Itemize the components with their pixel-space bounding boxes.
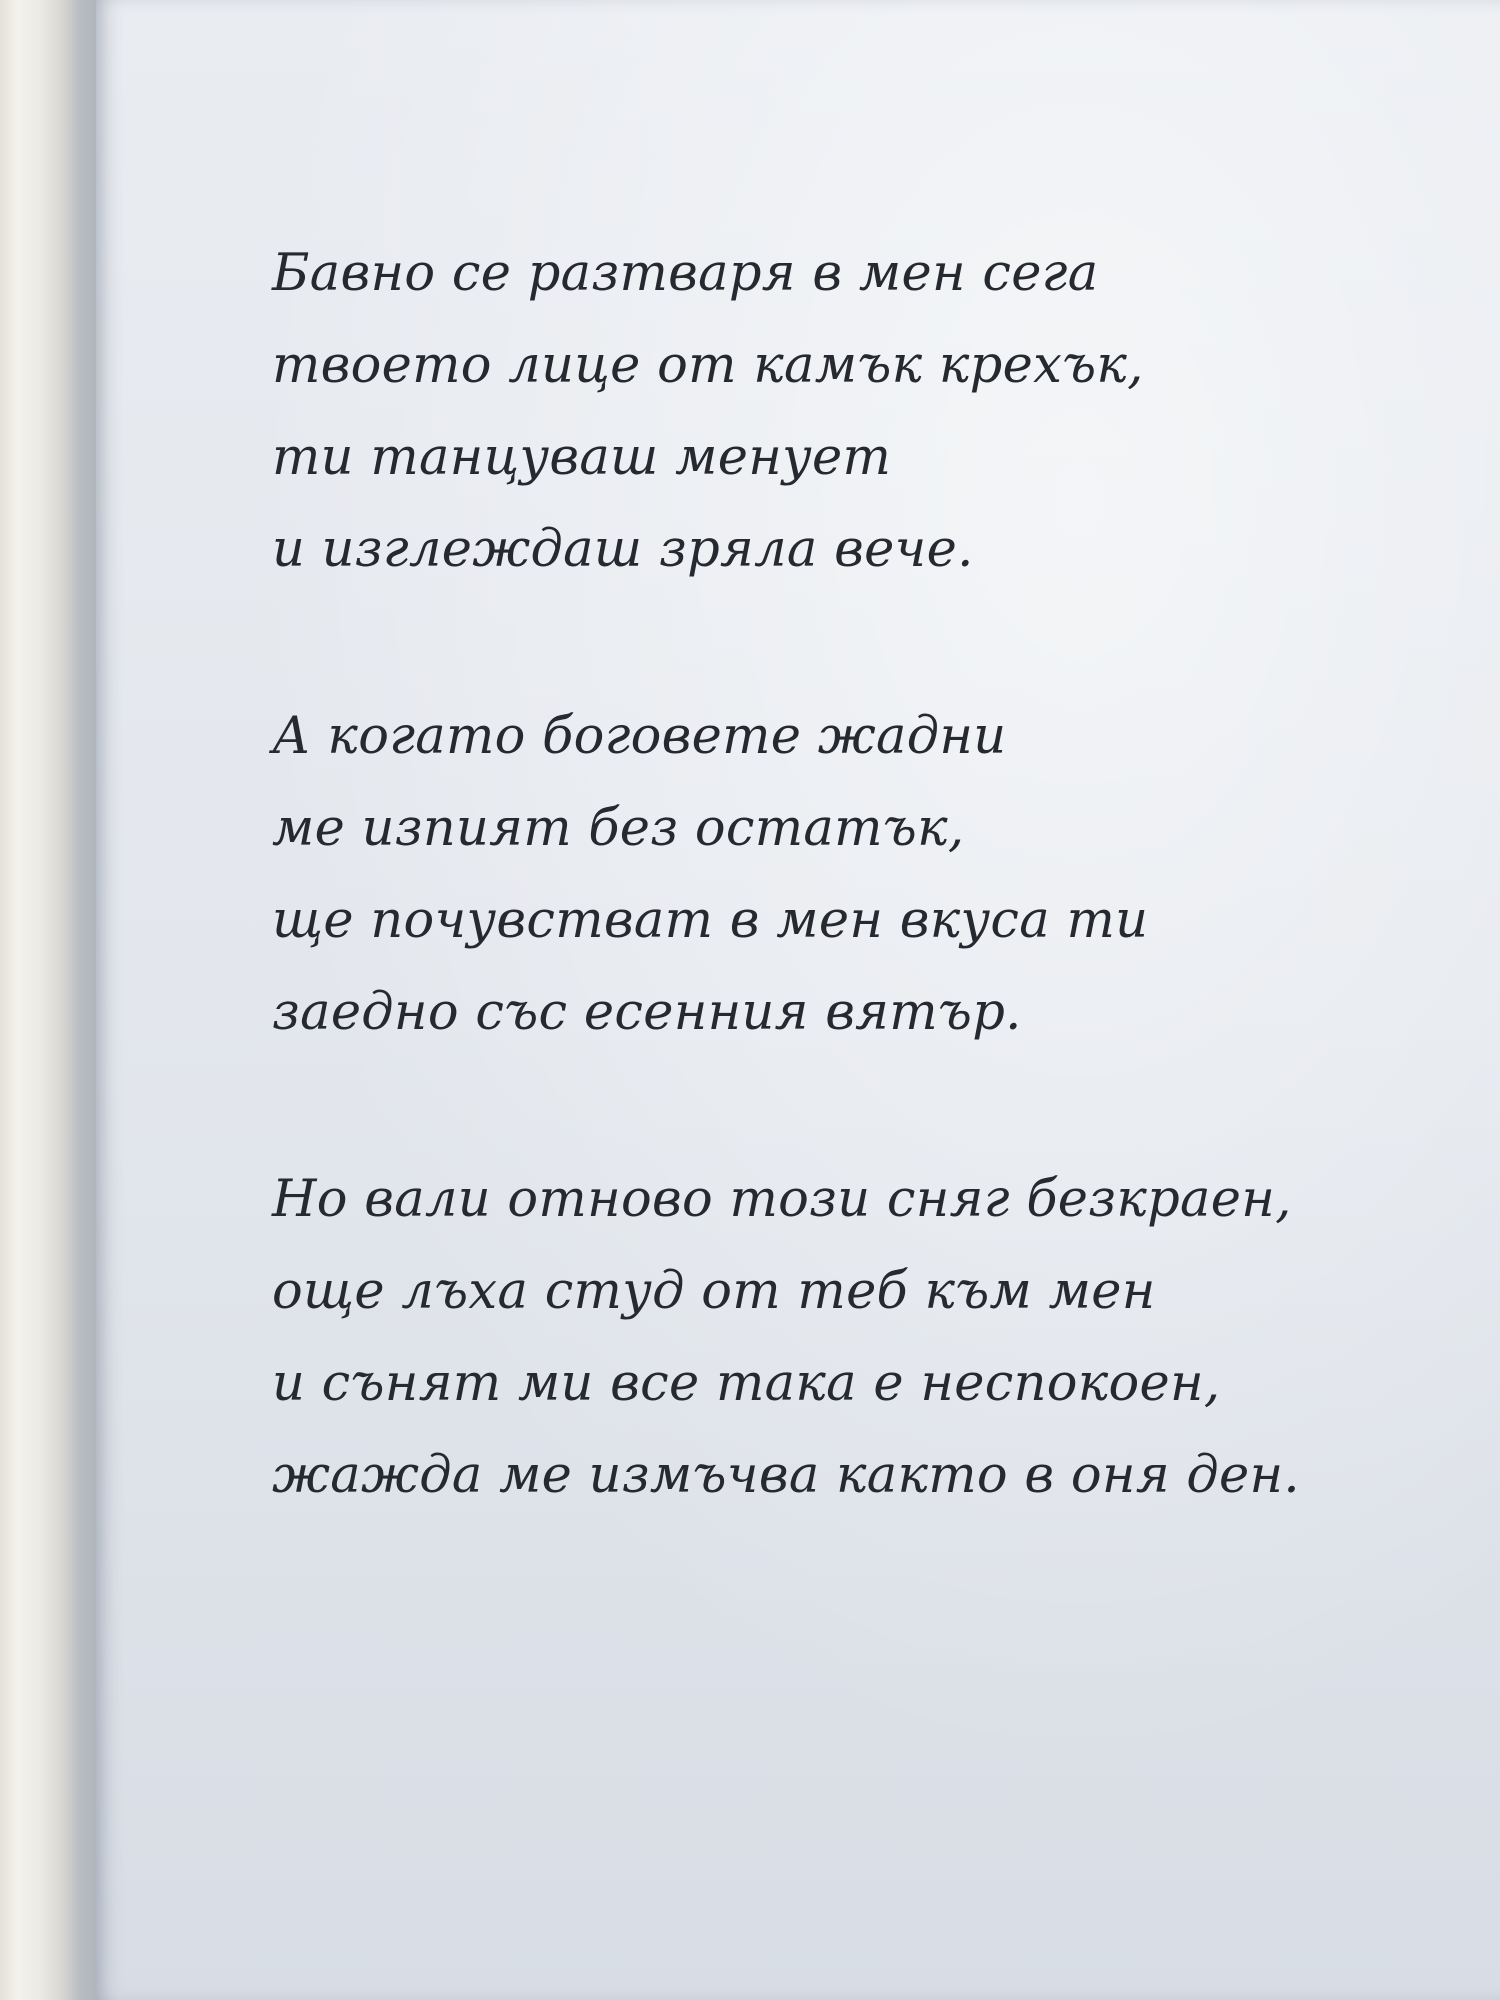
stanza-1 [272, 228, 1422, 596]
poem-line: жажда ме измъчва както в оня ден. [272, 1446, 1300, 1505]
stanza-2 [272, 691, 1422, 1059]
poem-line: още лъха студ от теб към мен [272, 1262, 1156, 1321]
poem-line: твоето лице от камък крехък, [272, 336, 1144, 395]
poem-line: А когато боговете жадни [272, 707, 1007, 766]
poem-line: и сънят ми все така е неспокоен, [272, 1354, 1221, 1413]
poem-line: ще почувстват в мен вкуса ти [272, 891, 1149, 950]
poem-line: и изглеждаш зряла вече. [272, 520, 974, 579]
book-page [96, 0, 1500, 2000]
poem-line: ти танцуваш менует [272, 428, 892, 487]
book-binding-edge [0, 0, 100, 2000]
poem-line: Бавно се разтваря в мен сега [272, 244, 1099, 303]
stanza-3 [272, 1154, 1422, 1522]
poem-line: заедно със есенния вятър. [272, 983, 1022, 1042]
poem [272, 228, 1422, 1617]
poem-line: ме изпият без остатък, [272, 799, 965, 858]
poem-line: Но вали отново този сняг безкраен, [272, 1170, 1292, 1229]
